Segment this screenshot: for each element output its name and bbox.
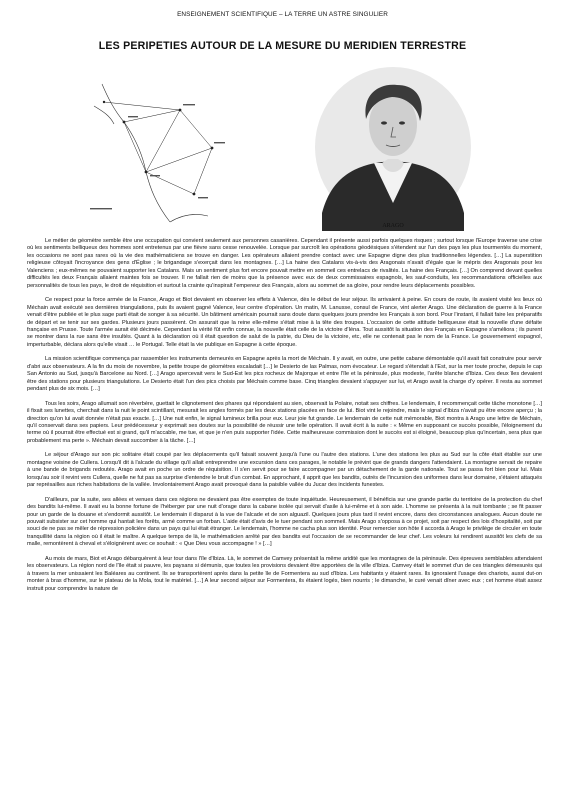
- paragraph: Au mois de mars, Biot et Arago débarquèrent à leur tour dans l'île d'Ibiza. Là, le sommet de Camvey présentait la même aridité que les montagnes de la péninsule. Des épreuves semblables attendaient les observateurs. La région nord de l'île était si pauvre, les paysans si démunis, que toutes les provisions devaient être apportées de la ville d'Ibiza. Camvey était le sommet d'un de ces triangles démesurés qui à travers la mer unissaient les Baléares au continent. Ils se transportèrent après dans la petite île de Formentera au sud d'Ibiza. Les habitants y étaient rares. Ils ignoraient l'usage des chariots, aussi dut-on monter à bras d'homme, sur le plateau de la Mola, tout le matériel. […] A leur second séjour sur Formentera, ils étaient logés, bien nourris ; le dimanche, le curé venait dîner avec eux ; cet homme était assez instruit pour comprendre la nature de: [27, 555, 542, 592]
- paragraph: Ce respect pour la force armée de la France, Arago et Biot devaient en observer les effets à Valence, dès le début de leur séjour. Ils arrivaient à peine. En cours de route, ils avaient visité les lieux où Méchain avait exécuté ses dernières triangulations, puis ils avaient gagné Valence, leur centre d'opération. Un matin, M. Lanusse, consul de France, vint alerter Arago. Une déclaration de guerre à la France venait d'être publiée et le plus sage parti était de songer à sa sécurité. Un bâtiment américain pourrait sans doute dans quelques jours prendre les Français à son bord. Pour l'instant, il fallait faire les préparatifs de départ et se tenir sur ses gardes. Plusieurs jours passèrent. On assurait que la reine elle-même s'était mise à la tête des troupes. L'occasion de cette attitude belliqueuse était la nouvelle d'une défaite française en Prusse. Toute l'armée aurait été décimée. Cependant la vérité fût enfin connue, la nouvelle était celle de la victoire d'Iéna. Tout aussitôt la situation des Français en Espagne s'améliora ; ils purent se montrer dans la rue sans être insultés. Quant à la déclaration où il était question de salut de la patrie, du Dieu de la victoire, etc, elle ne contenait pas le nom de la France. Le gouvernement espagnol, imperturbable, déclara alors qu'elle visait … le Portugal. Telle était la vie publique en Espagne à cette époque.: [27, 297, 542, 348]
- page-header: ENSEIGNEMENT SCIENTIFIQUE – LA TERRE UN ASTRE SINGULIER: [177, 11, 388, 18]
- paragraph: Tous les soirs, Arago allumait son réverbère, guettait le clignotement des phares qui répondaient au sien, observait la Polaire, notait ses chiffres. Le lendemain, il recommençait cette tâche monotone […] il fixait ses lunettes, cherchait dans la nuit le point scintillant, mesurait les angles formés par les deux stations placées en face de lui. Biot vint le rejoindre, mais le signal d'Ibiza n'avait pu être encore aperçu ; la direction qu'on lui avait donnée n'était pas exacte. […] Une nuit enfin, le signal lumineux brilla pour eux. Leur joie fut grande. Le lendemain de cette nuit mémorable, Biot montra à Arago une lettre de Méchain, qu'il conservait dans ses papiers. Leur prédécesseur y exprimait ses doutes sur la possibilité de réussir une telle opération. Il avait écrit à la suite : « Même en supposant ce succès possible, l'éloignement du terme où il pourrait être effectué est si grand, qu'il m'accable, me tue, et que je n'en puis supporter l'idée. Cette malheureuse commission dont le succès est si éloigné, beaucoup plus qu'incertain, sera plus que probablement ma perte ». Méchain devait succomber à la tâche. […]: [27, 400, 542, 444]
- paragraph: D'ailleurs, par la suite, ses allées et venues dans ces régions ne devaient pas être exemptes de toute inquiétude. Heureusement, il bénéficia sur une grande partie du territoire de la protection du chef des bandits lui-même. Il avait eu la bonne fortune de l'héberger par une nuit d'orage dans la cabane isolée qui servait d'asile à lui-même et à son aide. L'homme se présenta à la nuit tombante ; se fit passer pour un garde de la douane et s'endormit aussitôt. Le lendemain il disparut à la vue de l'alcade et de son alguazil. Quelques jours plus tard il revint encore, dans des circonstances analogues. Aucun doute ne pouvait subsister sur cet homme qui hantait les forêts, armé comme un forban. L'aide était d'avis de le tuer pendant son sommeil. Mais Arago s'opposa à ce projet, soit par respect des lois d'hospitalité, soit par souci de ne pas se mêler de répression policière dans un pays qui lui était étranger. Le lendemain, l'homme ne cacha plus son identité. Pour remercier son hôte il accorda à Arago le privilège de circuler en toute tranquillité dans la région où il était le maître. A quelque temps de là, le mathématicien arrêté par des bandits eut l'occasion de se recommander de leur chef. Les voleurs lui rendirent aussitôt les clefs de sa malle, remontèrent à cheval et s'éloignèrent avec ce souhait : « Que Dieu vous accompagne ! » […]: [27, 496, 542, 548]
- page-title: LES PERIPETIES AUTOUR DE LA MESURE DU MERIDIEN TERRESTRE: [98, 40, 467, 52]
- paragraph: Le métier de géomètre semble être une occupation qui convient seulement aux personnes casanières. Cependant il présente aussi parfois quelques risques ; surtout lorsque l'Europe traverse une crise où les sentiments belliqueux des hommes sont entretenus par une fièvre sans cesse renouvelée. Lorsque par surcroît les opérations géodésiques s'étendent sur l'un des pays les plus tourmentés du moment, les occasions ne sont pas rares où la vie des mathématiciens se trouve en danger. Les opérateurs allaient prendre contact avec une Espagne digne des plus traditionnelles légendes. […] La superstition religieuse côtoyait l'incroyance des gens d'Église ; le brigandage s'exerçait dans les montagnes. […] La haine des Catalans vis-à-vis des Aragonais n'avait d'égale que le mépris des Aragonais pour les Valenciens ; eux-mêmes ne pouvaient supporter les Catalans. Mais un sentiment plus fort encore pouvait mettre en sommeil ces entrelacs de rivalités. La haine des Français. […] On comprend devant quelles difficultés les deux Français allaient maintes fois se trouver. Il ne fallait rien de moins que la présence avec eux de deux commissaires espagnols, les sauf-conduits, les recommandations officielles aux personnalités de tous les pays, le droit de réquisition et surtout la crainte qu'inspirait l'empereur des Français, alors au sommet de sa gloire, pour rendre leurs déplacements possibles.: [27, 238, 542, 289]
- portrait-engraving: [302, 63, 484, 231]
- triangulation-map: [84, 76, 234, 226]
- paragraph: La mission scientifique commença par rassembler les instruments demeurés en Espagne après la mort de Méchain. Il y avait, en outre, une petite cabane démontable qu'il avait fait construire pour servir d'abri aux observateurs. A la fin du mois de novembre, la petite troupe de géomètres escaladait […] le Desierto de las Palmas, nom évocateur. Le regard s'étendait à l'Est, sur la mer toute proche, depuis le cap San Antonio au Sud, jusqu'à Barcelone au Nord. […] Arago apercevait vers le Sud-Est les pics rocheux de Majorque et entre l'île et la péninsule, plus modeste, l'arête blanche d'Ibiza. Ces deux îles devaient être des stations pour plusieurs triangulations. Le Desierto était l'un des pics choisis par Méchain comme base. Cinq triangles devaient s'appuyer sur lui, et Arago avait la charge d'y opérer. Il resta au sommet pendant plus de six mois. […]: [27, 356, 542, 393]
- article-body: [27, 238, 542, 798]
- portrait-caption: ARAGO: [382, 223, 404, 229]
- paragraph: Le séjour d'Arago sur son pic solitaire était coupé par les déplacements qu'il faisait souvent jusqu'à l'une ou l'autre des stations. L'une des stations les plus au Sud sur la côte était établie sur une montagne voisine de Cullera. Lorsqu'il dit à l'alcade du village qu'il allait entreprendre une excursion dans ces parages, le notable le prévint que de grands dangers l'attendaient. La montagne servait de repaire à une bande de brigands redoutés. Arago avait en poche un ordre de réquisition. Il s'en servit pour se faire accompagner par un détachement de la garde nationale. Tout se passa fort bien pour lui. Mais lorsqu'au soir il revint vers Cullera, quelle ne fut pas sa surprise d'entendre le bruit d'un combat. En approchant, il apprit que les bandits, outrés de l'incursion des uniformes dans leur domaine, s'étaient attaqués par représailles aux riches habitations de la vallée. Involontairement Arago avait provoqué dans la paisible vallée du Jucar des incidents funestes.: [27, 452, 542, 489]
